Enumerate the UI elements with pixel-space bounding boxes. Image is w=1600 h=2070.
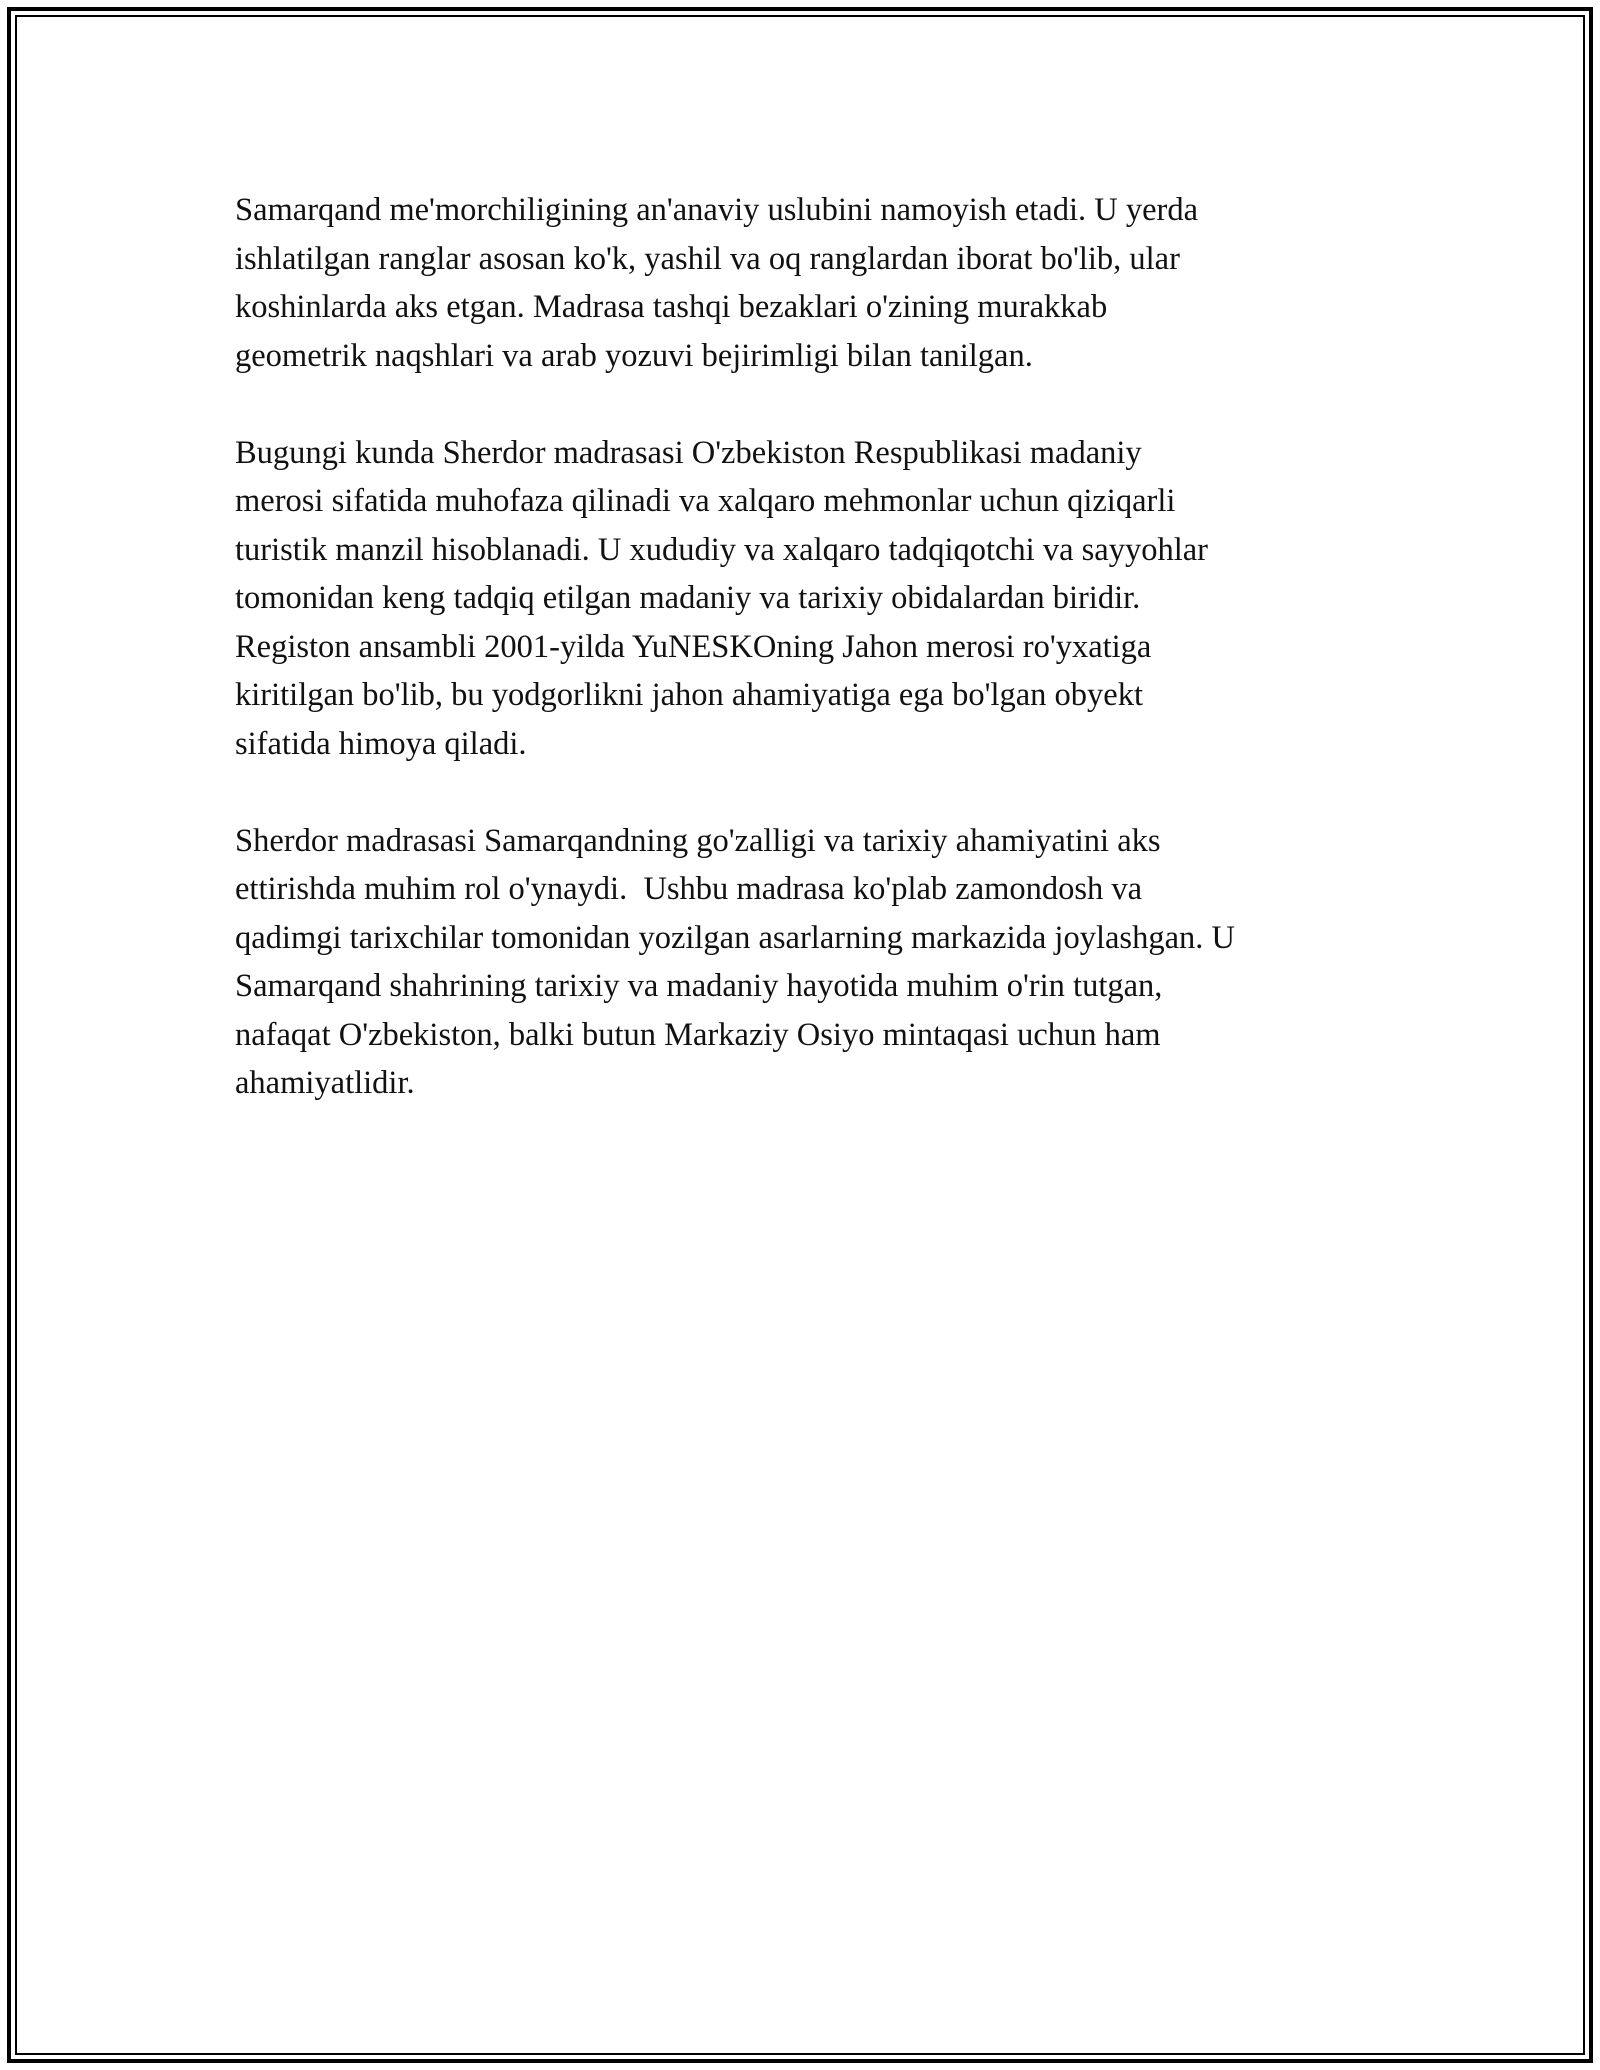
paragraph-3 [235, 817, 1375, 1108]
text-line: Sherdor madrasasi Samarqandning go'zalligi va tarixiy ahamiyatini aks [235, 822, 1161, 859]
text-line: Samarqand me'morchiligining an'anaviy uslubini namoyish etadi. U yerda [235, 192, 1199, 228]
text-line: Bugungi kunda Sherdor madrasasi O'zbekiston Respublikasi madaniy [235, 434, 1142, 471]
text-line: Samarqand shahrining tarixiy va madaniy hayotida muhim o'rin tutgan, [235, 968, 1163, 1004]
text-line: qadimgi tarixchilar tomonidan yozilgan asarlarning markazida joylashgan. U [235, 919, 1235, 956]
text-line: turistik manzil hisoblanadi. U xududiy va xalqaro tadqiqotchi va sayyohlar [235, 531, 1208, 568]
paragraph-2 [235, 429, 1375, 769]
text-line: kiritilgan bo'lib, bu yodgorlikni jahon ahamiyatiga ega bo'lgan obyekt [235, 677, 1143, 713]
text-line: sifatida himoya qiladi. [235, 725, 527, 762]
text-line: ishlatilgan ranglar asosan ko'k, yashil va oq ranglardan iborat bo'lib, ular [235, 240, 1180, 277]
text-line: ettirishda muhim rol o'ynaydi. Ushbu madrasa ko'plab zamondosh va [235, 871, 1143, 907]
paragraph-1 [235, 186, 1375, 380]
text-line: koshinlarda aks etgan. Madrasa tashqi bezaklari o'zining murakkab [235, 289, 1108, 325]
text-line: nafaqat O'zbekiston, balki butun Markaziy Osiyo mintaqasi uchun ham [235, 1016, 1161, 1053]
text-line: merosi sifatida muhofaza qilinadi va xalqaro mehmonlar uchun qiziqarli [235, 483, 1176, 519]
text-line: ahamiyatlidir. [235, 1065, 415, 1101]
document-body [235, 186, 1375, 1156]
text-line: tomonidan keng tadqiq etilgan madaniy va tarixiy obidalardan biridir. [235, 580, 1141, 616]
text-line: geometrik naqshlari va arab yozuvi bejirimligi bilan tanilgan. [235, 337, 1033, 374]
text-line: Registon ansambli 2001-yilda YuNESKOning Jahon merosi ro'yxatiga [235, 628, 1152, 665]
